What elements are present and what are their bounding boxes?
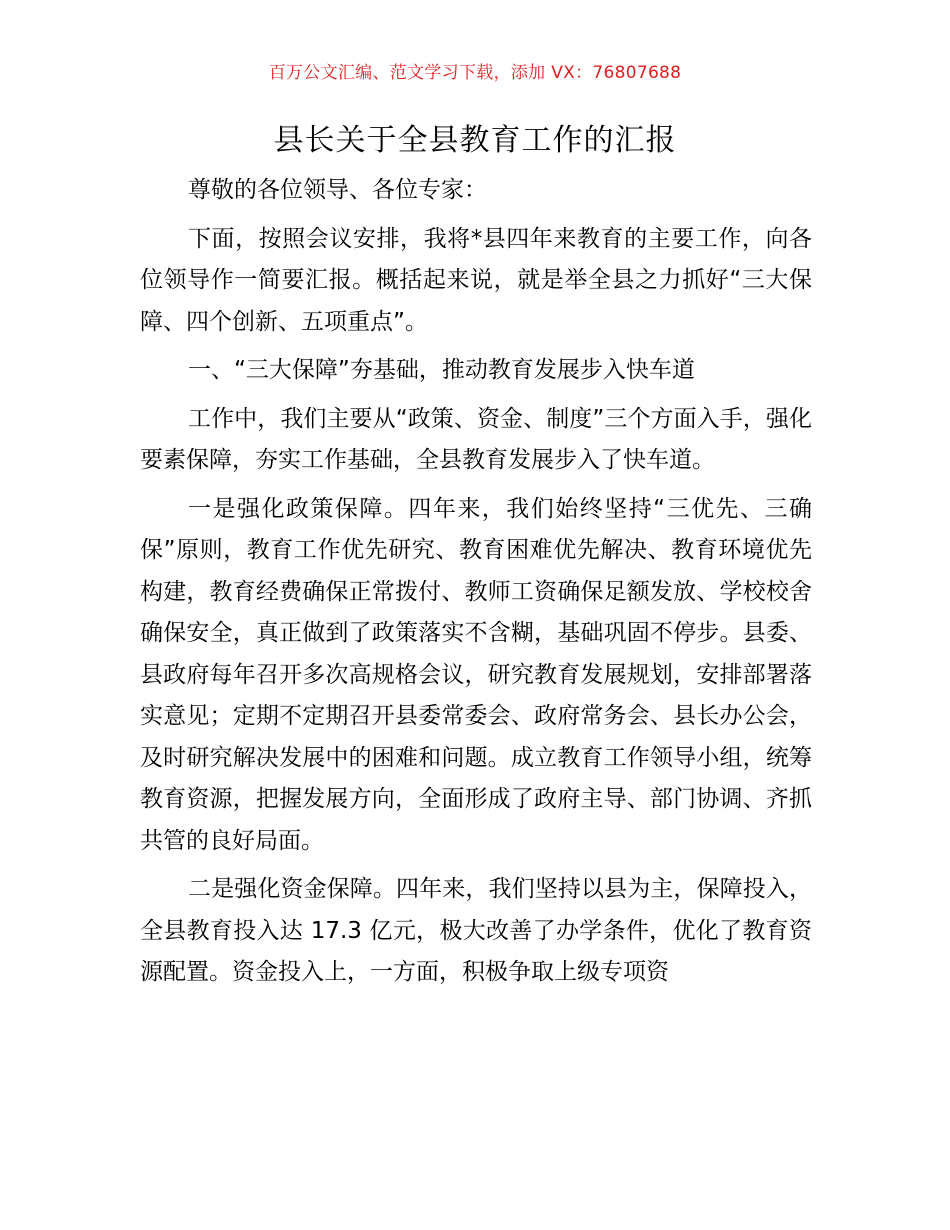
policy-guarantee-paragraph: 一是强化政策保障。四年来，我们始终坚持“三优先、三确保”原则，教育工作优先研究、教育困难优先解决、教育环境优先构建，教育经费确保正常拨付、教师工资确保足额发放、学校校舍确保安全，真正做到了政策落实不含糊，基础巩固不停步。县委、县政府每年召开多次高规格会议，研究教育发展规划，安排部署落实意见；定期不定期召开县委常委会、政府常务会、县长办公会，及时研究解决发展中的困难和问题。成立教育工作领导小组，统筹教育资源，把握发展方向，全面形成了政府主导、部门协调、齐抓共管的良好局面。 [140, 495, 812, 854]
salutation: 尊敬的各位领导、各位专家： [188, 177, 487, 203]
funding-guarantee-paragraph: 二是强化资金保障。四年来，我们坚持以县为主，保障投入，全县教育投入达 17.3 亿元，极大改善了办学条件，优化了教育资源配置。资金投入上，一方面，积极争取上级专项资 [140, 876, 812, 985]
intro-paragraph: 下面，按照会议安排，我将*县四年来教育的主要工作，向各位领导作一简要汇报。概括起来说，就是举全县之力抓好“三大保障、四个创新、五项重点”。 [140, 225, 812, 335]
section-1-overview: 工作中，我们主要从“政策、资金、制度”三个方面入手，强化要素保障，夯实工作基础，全县教育发展步入了快车道。 [140, 405, 812, 473]
section-heading-1: 一、“三大保障”夯基础，推动教育发展步入快车道 [188, 357, 695, 383]
document-title: 县长关于全县教育工作的汇报 [273, 123, 677, 158]
header-watermark-note: 百万公文汇编、范文学习下载，添加 VX：76807688 [268, 63, 682, 83]
document-body [140, 170, 812, 1001]
